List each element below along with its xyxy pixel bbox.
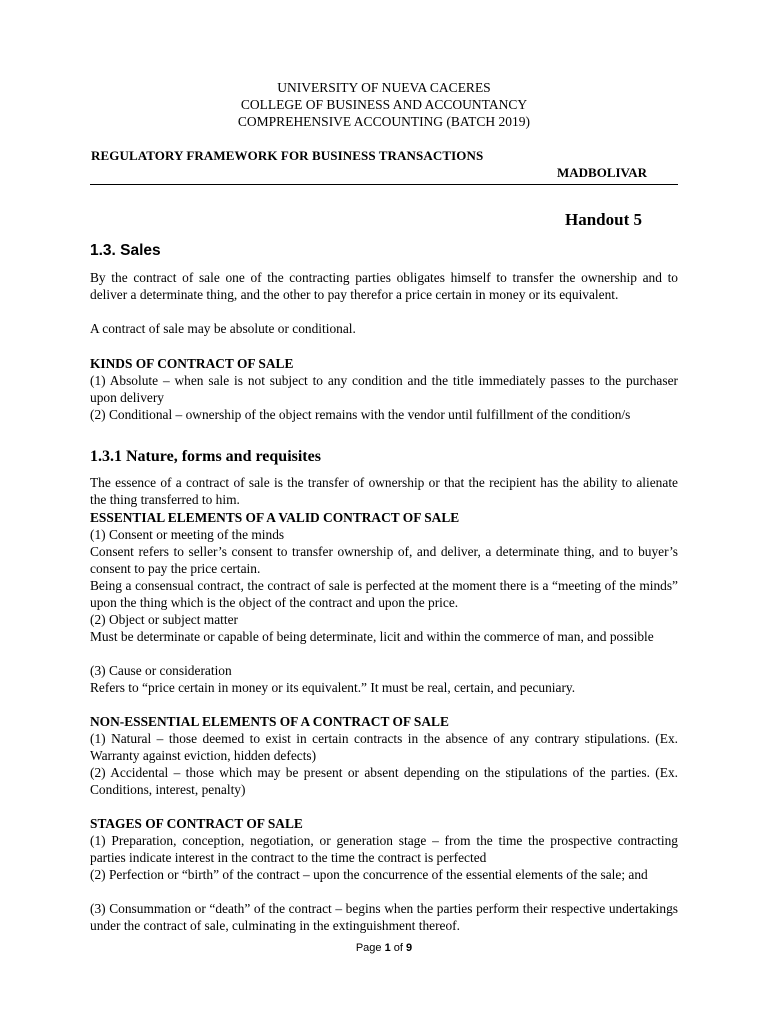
stage-perfection: (2) Perfection or “birth” of the contract – upon the concurrence of the essential elements of the sale; and <box>90 867 648 882</box>
stage-consummation: (3) Consummation or “death” of the contract – begins when the parties perform their respective undertakings under the contract of sale, culminating in the extinguishment thereof. <box>90 901 678 934</box>
sales-definition: By the contract of sale one of the contracting parties obligates himself to transfer the ownership and to deliver a determinate thing, and the other to pay therefor a price certain in money or its equivalent. <box>90 270 678 303</box>
kind-absolute: (1) Absolute – when sale is not subject to any condition and the title immediately passes to the purchaser upon delivery <box>90 373 678 406</box>
kinds-heading: KINDS OF CONTRACT OF SALE <box>90 356 294 371</box>
sales-kinds-note: A contract of sale may be absolute or conditional. <box>90 321 356 336</box>
section-heading-nature: 1.3.1 Nature, forms and requisites <box>90 448 321 465</box>
page-current-number: 1 <box>384 942 391 954</box>
essential-consensual-detail: Being a consensual contract, the contract of sale is perfected at the moment there is a “meeting of the minds” upon the thing which is the object of the contract and upon the price. <box>90 578 678 611</box>
page-total-number: 9 <box>406 942 413 954</box>
essential-item-cause: (3) Cause or consideration <box>90 663 232 678</box>
header-divider <box>90 184 678 185</box>
essential-object-detail: Must be determinate or capable of being determinate, licit and within the commerce of man, and possible <box>90 629 654 644</box>
page-footer <box>0 942 768 954</box>
author-name: MADBOLIVAR <box>557 165 648 180</box>
essential-heading: ESSENTIAL ELEMENTS OF A VALID CONTRACT OF SALE <box>90 510 460 525</box>
stage-preparation: (1) Preparation, conception, negotiation, or generation stage – from the time the prospective contracting parties indicate interest in the contract to the time the contract is perfected <box>90 833 678 866</box>
nonessential-heading: NON-ESSENTIAL ELEMENTS OF A CONTRACT OF SALE <box>90 714 449 729</box>
nonessential-accidental: (2) Accidental – those which may be present or absent depending on the stipulations of the parties. (Ex. Conditions, interest, penalty) <box>90 765 678 798</box>
nature-essence: The essence of a contract of sale is the transfer of ownership or that the recipient has the ability to alienate the thing transferred to him. <box>90 475 678 508</box>
college-name: COLLEGE OF BUSINESS AND ACCOUNTANCY <box>240 97 528 112</box>
university-name: UNIVERSITY OF NUEVA CACERES <box>277 80 491 95</box>
subject-title: REGULATORY FRAMEWORK FOR BUSINESS TRANSACTIONS <box>91 148 484 163</box>
essential-cause-detail: Refers to “price certain in money or its equivalent.” It must be real, certain, and pecuniary. <box>90 680 576 695</box>
course-name: COMPREHENSIVE ACCOUNTING (BATCH 2019) <box>237 114 531 129</box>
nonessential-natural: (1) Natural – those deemed to exist in certain contracts in the absence of any contrary stipulations. (Ex. Warranty against eviction, hidden defects) <box>90 731 678 764</box>
handout-label: Handout 5 <box>565 210 642 229</box>
page-word: Page <box>355 942 382 954</box>
section-heading-sales: 1.3. Sales <box>90 242 161 259</box>
kind-conditional: (2) Conditional – ownership of the object remains with the vendor until fulfillment of the condition/s <box>90 407 631 422</box>
of-word: of <box>393 942 403 954</box>
essential-item-object: (2) Object or subject matter <box>90 612 238 627</box>
essential-consent-detail: Consent refers to seller’s consent to transfer ownership of, and deliver, a determinate thing, and to buyer’s consent to pay the price certain. <box>90 544 678 577</box>
essential-item-consent: (1) Consent or meeting of the minds <box>90 527 285 542</box>
stages-heading: STAGES OF CONTRACT OF SALE <box>90 816 303 831</box>
